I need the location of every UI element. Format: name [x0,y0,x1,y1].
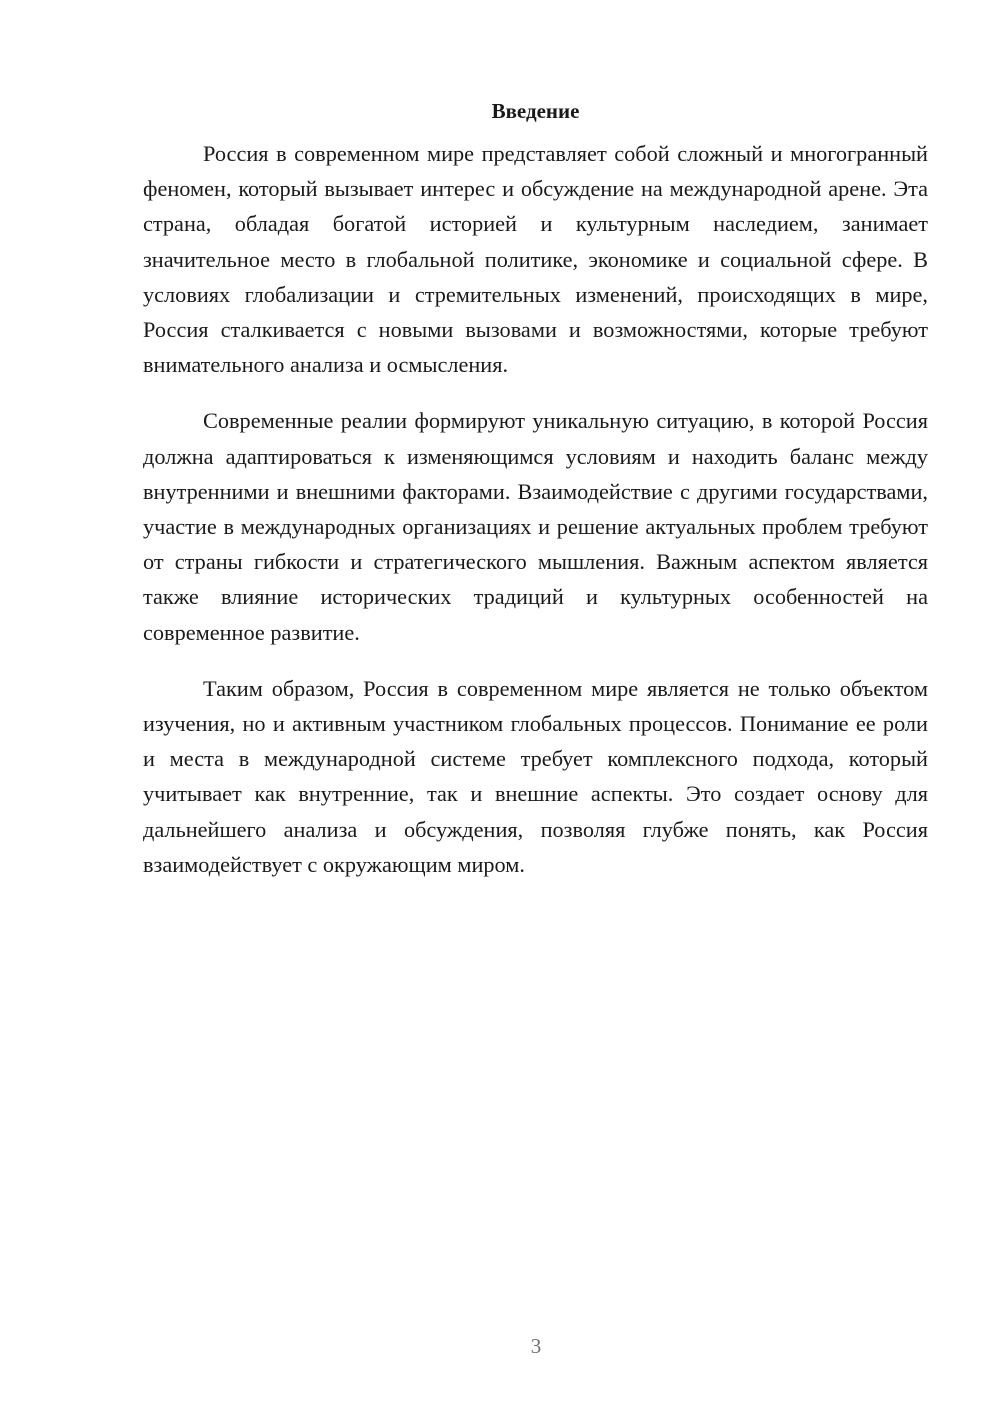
page-content [143,96,928,903]
section-heading: Введение [491,99,580,123]
page-number: 3 [530,1334,542,1358]
paragraph-1: Россия в современном мире представляет собой сложный и многогранный феномен, который вызывает интерес и обсуждение на международной арене. Эта страна, обладая богатой историей и культурным наследием, занимает значительное место в глобальной политике, экономике и социальной сфере. В условиях глобализации и стремительных изменений, происходящих в мире, Россия сталкивается с новыми вызовами и возможностями, которые требуют внимательного анализа и осмысления. [143,141,928,378]
paragraph-2: Современные реалии формируют уникальную ситуацию, в которой Россия должна адаптироваться к изменяющимся условиям и находить баланс между внутренними и внешними факторами. Взаимодействие с другими государствами, участие в международных организациях и решение актуальных проблем требуют от страны гибкости и стратегического мышления. Важным аспектом является также влияние исторических традиций и культурных особенностей на современное развитие. [143,408,928,645]
paragraph-3: Таким образом, Россия в современном мире является не только объектом изучения, но и активным участником глобальных процессов. Понимание ее роли и места в международной системе требует комплексного подхода, который учитывает как внутренние, так и внешние аспекты. Это создает основу для дальнейшего анализа и обсуждения, позволяя глубже понять, как Россия взаимодействует с окружающим миром. [143,675,928,877]
